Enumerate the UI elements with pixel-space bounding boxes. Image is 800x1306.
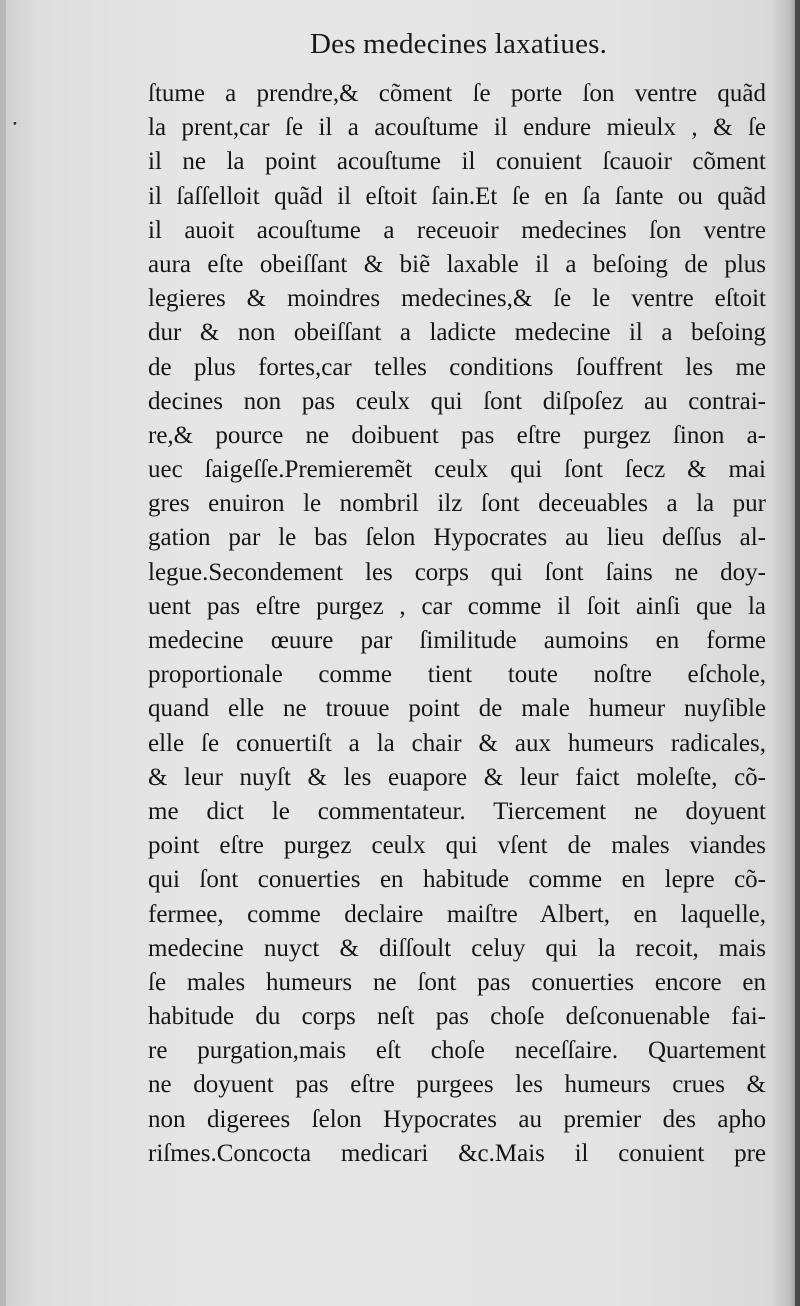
text-line: habitude du corps neſt pas choſe deſconuenable fai-	[148, 1003, 766, 1031]
text-line: dur & non obeiſſant a ladicte medecine il a beſoing	[148, 319, 766, 347]
text-line: quand elle ne trouue point de male humeur nuyſible	[148, 695, 766, 723]
text-line: de plus fortes,car telles conditions ſouffrent les me	[148, 353, 766, 381]
text-line: ſe males humeurs ne ſont pas conuerties encore en	[148, 968, 766, 996]
text-line: legue.Secondement les corps qui ſont ſains ne doy-	[148, 558, 766, 586]
text-line: qui ſont conuerties en habitude comme en lepre cõ-	[148, 866, 766, 894]
text-line: la prent,car ſe il a acouſtume il endure mieulx , & ſe	[148, 114, 766, 142]
text-line: elle ſe conuertiſt a la chair & aux humeurs radicales,	[148, 729, 766, 757]
text-line: riſmes.Concocta medicari &c.Mais il conuient pre	[148, 1139, 766, 1167]
text-line: fermee, comme declaire maiſtre Albert, en laquelle,	[148, 900, 766, 928]
text-line: il ſaſſelloit quãd il eſtoit ſain.Et ſe en ſa ſante ou quãd	[148, 182, 766, 210]
page-gutter-shadow	[0, 0, 6, 1306]
text-line: me dict le commentateur. Tiercement ne doyuent	[148, 797, 766, 825]
running-head: Des medecines laxatiues.	[310, 28, 608, 60]
margin-mark-icon: ⸱	[12, 112, 18, 137]
text-line: il ne la point acouſtume il conuient ſcauoir cõment	[148, 148, 766, 176]
text-line: legieres & moindres medecines,& ſe le ventre eſtoit	[148, 285, 766, 313]
text-line: uent pas eſtre purgez , car comme il ſoit ainſi que la	[148, 592, 766, 620]
text-line: il auoit acouſtume a receuoir medecines ſon ventre	[148, 216, 766, 244]
text-line: uec ſaigeſſe.Premieremẽt ceulx qui ſont ſecz & mai	[148, 456, 766, 484]
body-text	[148, 77, 766, 1171]
text-line: proportionale comme tient toute noſtre eſchole,	[148, 661, 766, 689]
text-line: decines non pas ceulx qui ſont diſpoſez au contrai-	[148, 387, 766, 415]
text-line: point eſtre purgez ceulx qui vſent de males viandes	[148, 832, 766, 860]
text-line: medecine œuure par ſimilitude aumoins en forme	[148, 627, 766, 654]
text-line: medecine nuyct & diſſoult celuy qui la recoit, mais	[148, 934, 766, 962]
text-line: gation par le bas ſelon Hypocrates au lieu deſſus al-	[148, 524, 766, 552]
page-edge-shadow	[795, 0, 800, 1306]
text-line: gres enuiron le nombril ilz ſont deceuables a la pur	[148, 490, 766, 518]
text-line: ne doyuent pas eſtre purgees les humeurs crues &	[148, 1071, 766, 1099]
text-line: & leur nuyſt & les euapore & leur faict moleſte, cõ-	[148, 763, 766, 791]
text-line: re,& pource ne doibuent pas eſtre purgez ſinon a-	[148, 421, 766, 449]
text-line: aura eſte obeiſſant & biẽ laxable il a beſoing de plus	[148, 250, 766, 278]
text-line: ſtume a prendre,& cõment ſe porte ſon ventre quãd	[148, 80, 766, 107]
text-line: non digerees ſelon Hypocrates au premier des apho	[148, 1105, 766, 1133]
text-line: re purgation,mais eſt choſe neceſſaire. Quartement	[148, 1037, 766, 1065]
